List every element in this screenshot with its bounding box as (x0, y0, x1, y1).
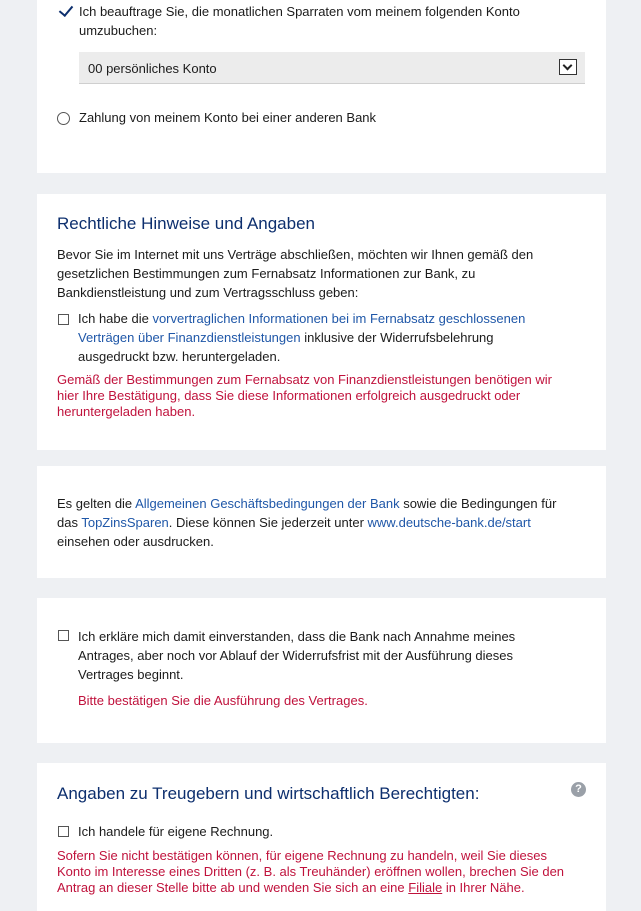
consent-panel (37, 598, 606, 743)
other-bank-option-label: Zahlung von meinem Konto bei einer anderen Bank (79, 110, 377, 125)
legal-panel (37, 194, 606, 450)
own-account-option-label: Ich beauftrage Sie, die monatlichen Sparraten vom meinem folgenden Konto umzubuchen: (79, 4, 520, 38)
own-account-label: Ich handele für eigene Rechnung. (78, 824, 274, 839)
product-terms-link[interactable]: TopZinsSparen (81, 515, 169, 530)
account-select-value: 00 persönliches Konto (88, 61, 217, 76)
agb-link[interactable]: Allgemeinen Geschäftsbedingungen der Bank (135, 496, 400, 511)
precontract-info-link[interactable]: vorvertraglichen Informationen bei im Fernabsatz geschlossenen (152, 311, 526, 326)
consent-error-message: Bitte bestätigen Sie die Ausführung des Vertrages. (78, 693, 368, 708)
precontract-info-link-cont[interactable]: Verträgen über Finanzdienstleistungen (78, 330, 301, 345)
legal-title: Rechtliche Hinweise und Angaben (57, 214, 316, 233)
transfer-panel (37, 0, 606, 173)
precontract-info-checkbox[interactable] (58, 314, 69, 325)
checkmark-icon[interactable] (59, 2, 73, 17)
consent-checkbox[interactable] (58, 630, 69, 641)
terms-text: Es gelten die Allgemeinen Geschäftsbedingungen der Bank sowie die Bedingungen für das TopZinsSparen. Diese können Sie jederzeit unter www.deutsche-bank.de/start einsehen oder ausdrucken. (57, 496, 557, 549)
legal-error-message: Gemäß der Bestimmungen zum Fernabsatz von Finanzdienstleistungen benötigen wir hier Ihre Bestätigung, dass Sie diese Informationen erfolgreich ausgedruckt oder heruntergeladen haben. (57, 372, 552, 419)
other-bank-radio[interactable] (57, 112, 70, 125)
chevron-down-icon[interactable] (559, 59, 577, 75)
own-account-checkbox[interactable] (58, 826, 69, 837)
trustee-error-message: Sofern Sie nicht bestätigen können, für eigene Rechnung zu handeln, weil Sie dieses Konto im Interesse eines Dritten (z. B. als Treuhänder) eröffnen wollen, brechen Sie den Antrag an dieser Stelle bitte ab und wenden Sie sich an eine Filiale in Ihrer Nähe. (57, 848, 565, 895)
trustee-title: Angaben zu Treugebern und wirtschaftlich Berechtigten: (57, 784, 480, 803)
consent-label: Ich erkläre mich damit einverstanden, dass die Bank nach Annahme meines Antrages, aber noch vor Ablauf der Widerrufsfrist mit der Ausführung dieses Vertrages beginnt. (78, 629, 516, 682)
help-icon[interactable]: ? (571, 782, 586, 797)
precontract-info-label: Ich habe die vorvertraglichen Informationen bei im Fernabsatz geschlossenen Verträgen über Finanzdienstleistungen inklusive der Widerrufsbelehrung ausgedruckt bzw. heruntergeladen. (78, 311, 526, 364)
website-link[interactable]: www.deutsche-bank.de/start (367, 515, 531, 530)
trustee-panel (37, 763, 606, 911)
account-select[interactable] (79, 52, 585, 84)
terms-panel (37, 466, 606, 578)
legal-intro: Bevor Sie im Internet mit uns Verträge abschließen, möchten wir Ihnen gemäß den gesetzlichen Bestimmungen zum Fernabsatz Informationen zur Bank, zu Bankdienstleistung und zum Vertragsschluss geben: (57, 247, 534, 300)
branch-link[interactable]: Filiale (408, 880, 443, 895)
